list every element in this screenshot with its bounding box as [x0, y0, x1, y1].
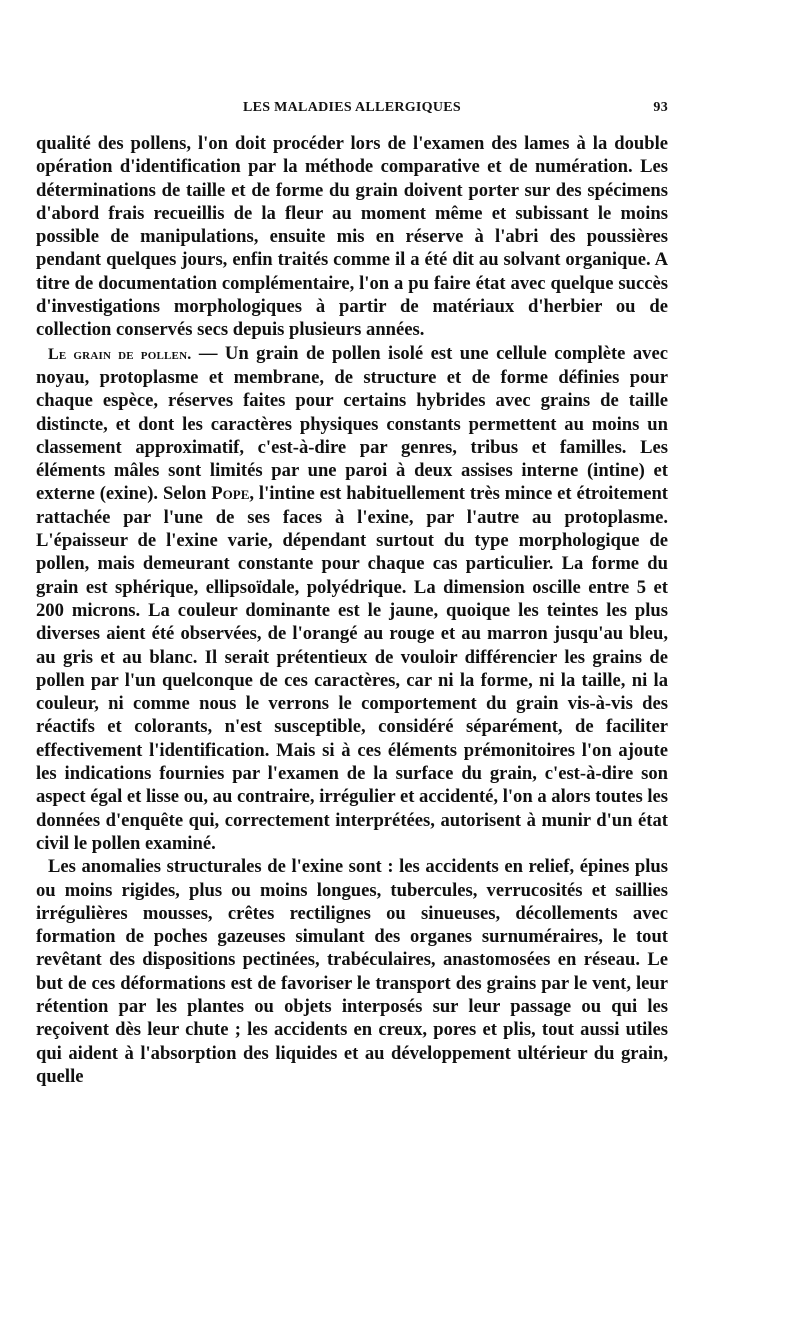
paragraph-text: — Un grain de pollen isolé est une cellule complète avec noyau, protoplasme et membrane, de structure et de forme définies pour chaque espèce, réserves faites pour certains hybrides avec grains de taille distincte, et dont les caractères physiques constants permettent au moins un classement approximatif, c'est-à-dire par genres, tribus et familles. Les éléments mâles sont limités par une paroi à deux assises interne (intine) et externe (exine). Selon: [36, 342, 668, 505]
section-label: Le grain de pollen.: [48, 345, 192, 363]
book-page: [36, 100, 668, 1088]
paragraph-text: Les anomalies structurales de l'exine sont : les accidents en relief, épines plus ou moins rigides, plus ou moins longues, tubercules, verrucosités et saillies irrégulières mousses, crêtes rectilignes ou sinueuses, décollements avec formation de poches gazeuses simulant des organes surnuméraires, le tout revêtant des dispositions pectinées, trabéculaires, anastomosées en réseau. Le but de ces déformations est de favoriser le transport des grains par le vent, leur rétention par les plantes ou objets interposés sur leur passage ou qui les reçoivent dès leur chute ; les accidents en creux, pores et plis, tout aussi utiles qui aident à l'absorption des liquides et au développement ultérieur du grain, quelle: [36, 856, 668, 1087]
running-title: LES MALADIES ALLERGIQUES: [242, 100, 462, 115]
author-name: Pope: [211, 483, 250, 505]
paragraph-text: qualité des pollens, l'on doit procéder lors de l'examen des lames à la double opération d'identification par la méthode comparative et de numération. Les déterminations de taille et de forme du grain doivent porter sur des spécimens d'abord frais recueillis de la fleur au moment même et subissant le moins possible de manipulations, ensuite mis en réserve à l'abri des poussières pendant quelques jours, enfin traités comme il a été dit au solvant organique. A titre de documentation complémentaire, l'on a pu faire état avec quelque succès d'investigations morphologiques à partir de matériaux d'herbier ou de collection conservés secs depuis plusieurs années.: [36, 133, 668, 341]
running-header: [36, 100, 668, 122]
page-number: 93: [653, 100, 668, 115]
paragraph-continuation: [36, 132, 668, 342]
paragraph-exine-anomalies: [36, 855, 668, 1088]
body-text: [36, 132, 668, 1088]
paragraph-text: , l'intine est habituellement très mince et étroitement rattachée par l'une de ses faces à l'exine, par l'autre au protoplasme. L'épaisseur de l'exine varie, dépendant surtout du type morphologique de pollen, mais demeurant constante pour chaque cas particulier. La forme du grain est sphérique, ellipsoïdale, polyédrique. La dimension oscille entre 5 et 200 microns. La couleur dominante est le jaune, quoique les teintes les plus diverses aient été observées, de l'orangé au rouge et au marron jusqu'au bleu, au gris et au blanc. Il serait prétentieux de vouloir différencier les grains de pollen par l'un quelconque de ces caractères, car ni la forme, ni la taille, ni la couleur, ni comme nous le verrons le comportement du grain vis-à-vis des réactifs et colorants, n'est susceptible, considéré séparément, de faciliter effectivement l'identification. Mais si à ces éléments prémonitoires l'on ajoute les indications fournies par l'examen de la surface du grain, c'est-à-dire son aspect égal et lisse ou, au contraire, irrégulier et accidenté, l'on a alors toutes les données d'enquête qui, correctement interprétées, autorisent à munir d'un état civil le pollen examiné.: [36, 483, 668, 854]
paragraph-pollen-grain: [36, 342, 668, 856]
